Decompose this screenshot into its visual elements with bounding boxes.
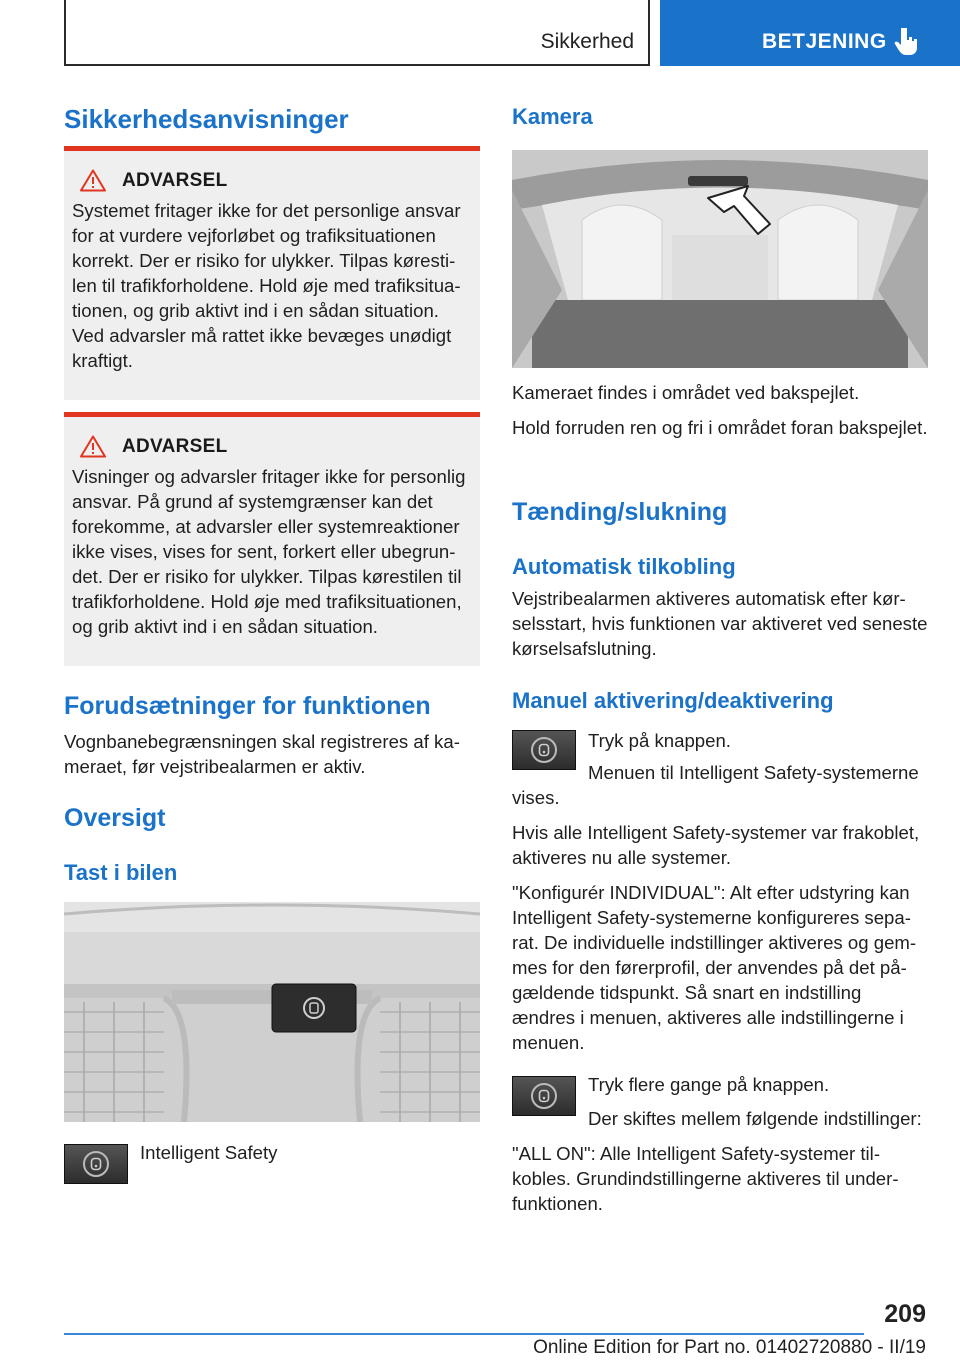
header-section-box — [64, 0, 650, 66]
prereq-text: Vognbanebegrænsningen skal registreres af kameraet, før vejstribealarmen er aktiv. — [64, 731, 460, 777]
step1-text-b: Menuen til Intelligent Safety-systemerne vises. — [512, 762, 919, 808]
warning-text: Systemet fritager ikke for det personlige ansvar for at vurdere vejforløbet og trafiksituationen korrekt. Der er risiko for ulykker. Tilpas kørestilen til trafikforholdene. Hold øje med trafiksituationen, og grib aktivt ind i en sådan situation. Ved advarsler må rattet ikke bevæges unødigt kraftigt. — [72, 200, 461, 371]
page-number: 209 — [884, 1300, 926, 1328]
intelligent-safety-button-image — [64, 1144, 128, 1184]
manual-title: Manuel aktivering/deaktivering — [512, 688, 834, 713]
auto-text: Vejstribealarmen aktiveres automatisk efter kørselsstart, hvis funktionen var aktiveret ved seneste kørselsafslutning. — [512, 588, 928, 659]
overview-title: Oversigt — [64, 804, 166, 832]
auto-title: Automatisk tilkobling — [512, 554, 736, 579]
button-title: Tast i bilen — [64, 860, 178, 885]
all-on-text: "ALL ON": Alle Intelligent Safety-systemer tilkobles. Grundindstillingerne aktiveres til underfunktionen. — [512, 1143, 899, 1214]
camera-photo — [512, 150, 928, 368]
onoff-title: Tænding/slukning — [512, 498, 728, 526]
section-title: Sikkerhedsanvisninger — [64, 104, 349, 134]
warning-triangle-icon — [80, 435, 106, 458]
camera-text-2: Hold forruden ren og fri i området foran bakspejlet. — [512, 417, 928, 438]
pointing-hand-icon — [894, 26, 920, 56]
warning-label: ADVARSEL — [122, 169, 228, 191]
footer-divider — [64, 1333, 864, 1335]
camera-title: Kamera — [512, 104, 593, 129]
header-chapter-label: BETJENING — [762, 30, 887, 53]
dashboard-photo — [64, 902, 480, 1122]
warning-text: Visninger og advarsler fritager ikke for personlig ansvar. På grund af systemgrænser kan det forekomme, at advarsler eller systemreaktioner ikke vises, vises for sent, forkert eller ubegrundet. Der er risiko for ulykker. Tilpas kørestilen til trafikforholdene. Hold øje med trafiksituationen, og grib aktivt ind i en sådan situation. — [72, 466, 466, 637]
all-off-text: Hvis alle Intelligent Safety-systemer var frakoblet, aktiveres nu alle systemer. — [512, 822, 920, 868]
intelligent-safety-icon — [83, 1151, 109, 1177]
warning-box-2 — [64, 412, 480, 666]
warning-box-1 — [64, 146, 480, 400]
warning-label: ADVARSEL — [122, 435, 228, 457]
header-section-label: Sikkerhed — [540, 30, 634, 53]
button-caption: Intelligent Safety — [140, 1142, 278, 1163]
footer-edition: Online Edition for Part no. 01402720880 - II/19 — [533, 1337, 926, 1358]
step2-text-a: Tryk flere gange på knappen. — [588, 1074, 830, 1095]
individual-text: "Konfigurér INDIVIDUAL": Alt efter udstyring kan Intelligent Safety-systemerne konfigureres separat. De individuelle indstillinger aktiveres og gemmes for den førerprofil, der anvendes på det pågældende tidspunkt. Så snart en indstilling ændres i menuen, aktiveres alle indstillingerne i menuen. — [512, 882, 917, 1053]
camera-text-1: Kameraet findes i området ved bakspejlet. — [512, 382, 860, 403]
step2-text-b: Der skiftes mellem følgende indstillinger: — [588, 1108, 922, 1129]
prereq-title: Forudsætninger for funktionen — [64, 692, 431, 720]
step1-text-a: Tryk på knappen. — [588, 730, 731, 751]
warning-triangle-icon — [80, 169, 106, 192]
